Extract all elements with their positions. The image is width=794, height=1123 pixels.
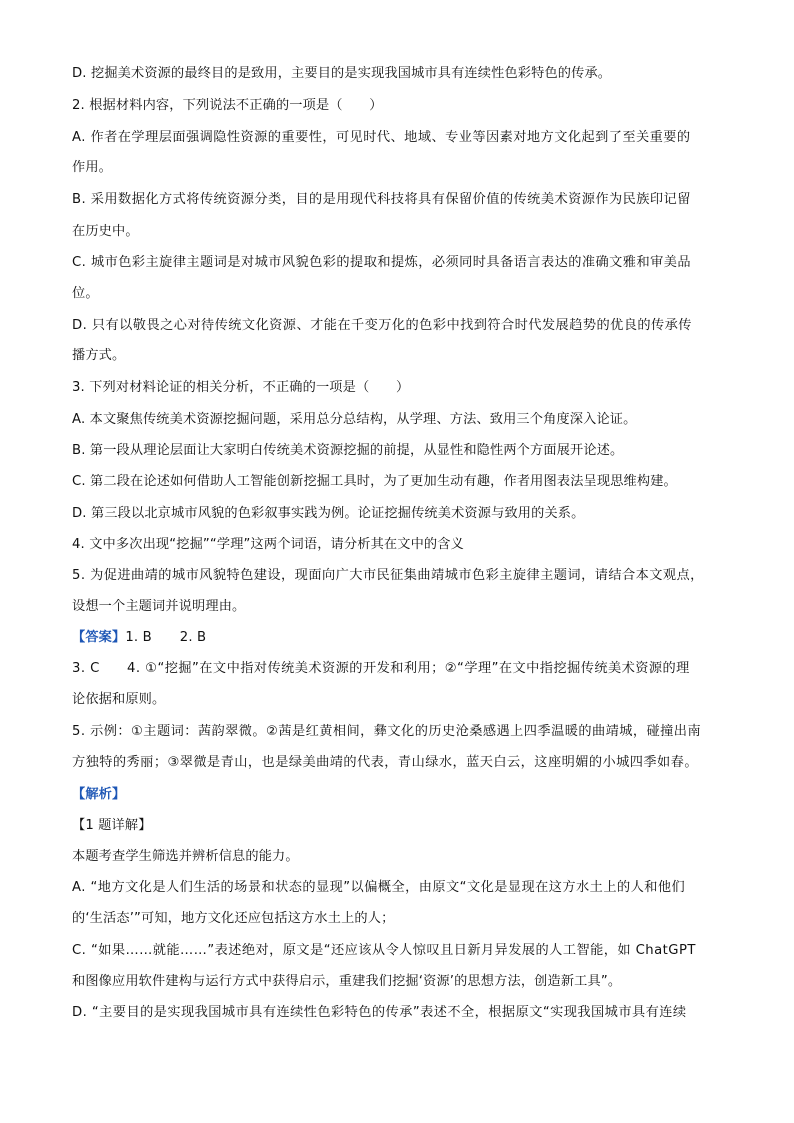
answer-q3-q4: 3. C 4. ①“挖掘”在文中指对传统美术资源的开发和利用；②“学理”在文中指挖掘传统美术资源的理 <box>72 661 690 676</box>
option-a-q3: A. 本文聚焦传统美术资源挖掘问题，采用总分总结构，从学理、方法、致用三个角度深入论证。 <box>72 412 637 427</box>
detail-a: A. “地方文化是人们生活的场景和状态的显现”以偏概全，由原文“文化是显现在这方水土上的人和他们 <box>72 880 686 895</box>
option-d-q1: D. 挖掘美术资源的最终目的是致用，主要目的是实现我国城市具有连续性色彩特色的传承。 <box>72 66 612 81</box>
detail-d: D. “主要目的是实现我国城市具有连续性色彩特色的传承”表述不全，根据原文“实现我国城市具有连续 <box>72 1005 687 1020</box>
option-b-q3: B. 第一段从理论层面让大家明白传统美术资源挖掘的前提，从显性和隐性两个方面展开论述。 <box>72 443 624 458</box>
answer-q4-cont: 论依据和原则。 <box>72 692 166 707</box>
option-d-q2: D. 只有以敬畏之心对待传统文化资源、才能在千变万化的色彩中找到符合时代发展趋势的优良的传承传 <box>72 318 692 333</box>
detail-intro: 本题考查学生筛选并辨析信息的能力。 <box>72 849 299 864</box>
detail-c: C. “如果……就能……”表述绝对，原文是“还应该从令人惊叹且日新月异发展的人工智能，如 ChatGPT <box>72 943 696 958</box>
detail-c-cont: 和图像应用软件建构与运行方式中获得启示，重建我们挖掘‘资源’的思想方法，创造新工具”。 <box>72 974 622 989</box>
option-b-q2: B. 采用数据化方式将传统资源分类，目的是用现代科技将具有保留价值的传统美术资源作为民族印记留 <box>72 192 691 207</box>
option-b-q2-cont: 在历史中。 <box>72 224 139 239</box>
answer-q2: 2. B <box>179 630 207 645</box>
question-5-cont: 设想一个主题词并说明理由。 <box>72 599 246 614</box>
detail-heading-q1: 【1 题详解】 <box>72 818 152 833</box>
answer-label: 【答案】 <box>72 630 126 645</box>
answer-q5: 5. 示例：①主题词：茜韵翠微。②茜是红黄相间，彝文化的历史沧桑感遇上四季温暖的曲靖城，碰撞出南 <box>72 724 702 739</box>
analysis-label: 【解析】 <box>72 787 126 802</box>
question-5: 5. 为促进曲靖的城市风貌特色建设，现面向广大市民征集曲靖城市色彩主旋律主题词，请结合本文观点， <box>72 568 704 583</box>
option-d-q2-cont: 播方式。 <box>72 348 126 363</box>
answer-line <box>72 630 206 646</box>
answer-q1: 1. B <box>125 630 152 645</box>
option-d-q3: D. 第三段以北京城市风貌的色彩叙事实践为例。论证挖掘传统美术资源与致用的关系。 <box>72 506 585 521</box>
answer-q5-cont: 方独特的秀丽；③翠微是青山，也是绿美曲靖的代表，青山绿水，蓝天白云，这座明媚的小城四季如春。 <box>72 755 698 770</box>
detail-a-cont: 的‘生活态’”可知，地方文化还应包括这方水土上的人； <box>72 911 395 926</box>
option-a-q2-cont: 作用。 <box>72 160 113 175</box>
question-2: 2. 根据材料内容，下列说法不正确的一项是（ ） <box>72 98 383 113</box>
option-a-q2: A. 作者在学理层面强调隐性资源的重要性，可见时代、地域、专业等因素对地方文化起到了至关重要的 <box>72 130 691 145</box>
option-c-q3: C. 第二段在论述如何借助人工智能创新挖掘工具时，为了更加生动有趣，作者用图表法呈现思维构建。 <box>72 474 677 489</box>
question-4: 4. 文中多次出现“挖掘”“学理”这两个词语，请分析其在文中的含义 <box>72 537 464 552</box>
option-c-q2: C. 城市色彩主旋律主题词是对城市风貌色彩的提取和提炼，必须同时具备语言表达的准确文雅和审美品 <box>72 255 691 270</box>
question-3: 3. 下列对材料论证的相关分析，不正确的一项是（ ） <box>72 380 410 395</box>
option-c-q2-cont: 位。 <box>72 286 99 301</box>
